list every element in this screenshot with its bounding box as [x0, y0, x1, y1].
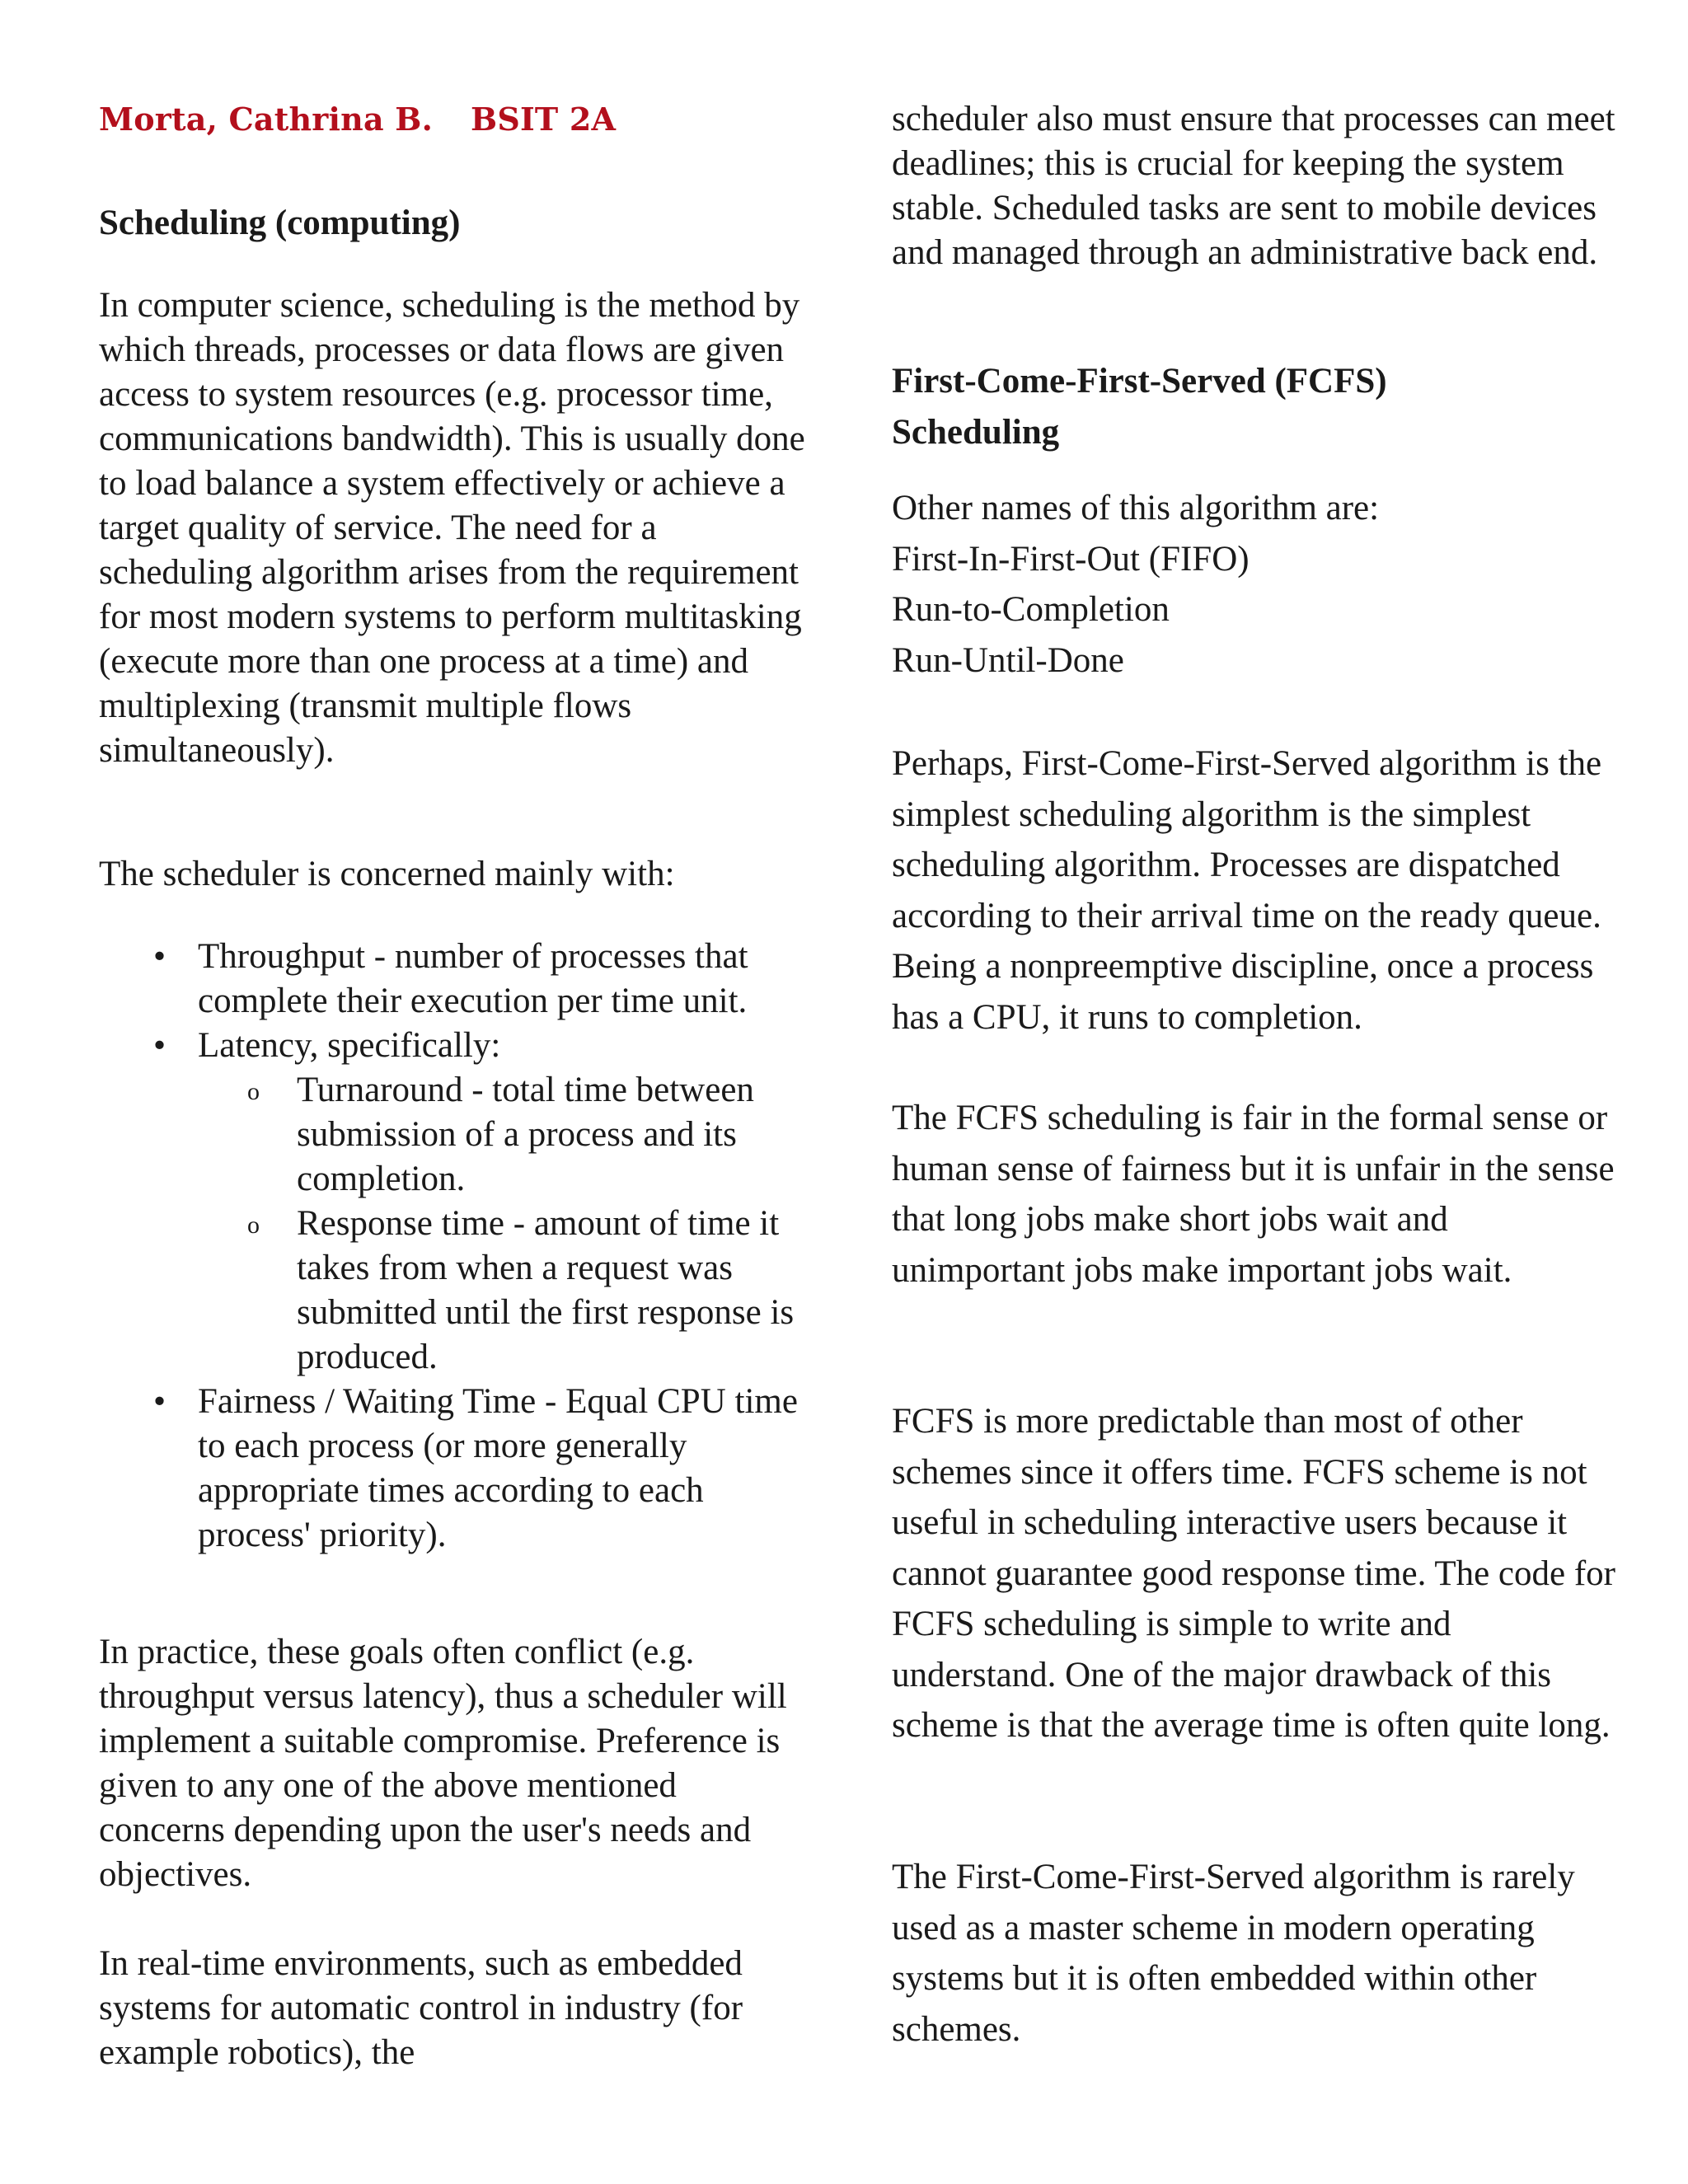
fcfs-paragraph-3: FCFS is more predictable than most of other schemes since it offers time. FCFS scheme is not useful in scheduling interactive users because it cannot guarantee good response time. The code for FCFS scheduling is simple to write and understand. One of the major drawback of this scheme is that the average time is often quite long.: [892, 1402, 1615, 1745]
bullet-text-throughput: Throughput - number of processes that complete their execution per time unit.: [198, 937, 748, 1020]
alt-name-fifo: First-In-First-Out (FIFO): [892, 539, 1250, 579]
list-item: [198, 1068, 808, 1202]
realtime-paragraph-end: scheduler also must ensure that processes can meet deadlines; this is crucial for keeping the system stable. Scheduled tasks are sent to mobile devices and managed through an administrative back end.: [892, 100, 1615, 272]
sub-bullet-turnaround: Turnaround - total time between submission of a process and its completion.: [297, 1071, 754, 1198]
list-item: [198, 1202, 808, 1380]
fcfs-heading: [892, 356, 1617, 458]
list-item: [99, 1380, 808, 1558]
bullet-icon: •: [153, 1026, 166, 1065]
fcfs-paragraph-4: The First-Come-First-Served algorithm is rarely used as a master scheme in modern operating systems but it is often embedded within other schemes.: [892, 1858, 1575, 2049]
concerns-list: [99, 935, 808, 1558]
list-item: [99, 935, 808, 1024]
alt-names-intro: Other names of this algorithm are:: [892, 489, 1380, 527]
bullet-icon: •: [153, 937, 166, 976]
page-title: Scheduling (computing): [99, 204, 461, 242]
alt-name-run-to-completion: Run-to-Completion: [892, 590, 1170, 629]
fcfs-paragraph-1: Perhaps, First-Come-First-Served algorithm is the simplest scheduling algorithm is the simplest scheduling algorithm. Processes are dispatched according to their arrival time on the ready queue. Being a nonpreemptive discipline, once a process has a CPU, it runs to completion.: [892, 744, 1602, 1037]
sub-bullet-response-time: Response time - amount of time it takes from when a request was submitted until the first response is produced.: [297, 1204, 795, 1376]
bullet-text-fairness: Fairness / Waiting Time - Equal CPU time to each process (or more generally appropriate times according to each process' priority).: [198, 1382, 798, 1554]
bullet-icon: •: [153, 1382, 166, 1421]
fcfs-heading-line2: Scheduling: [892, 413, 1060, 452]
list-item: [99, 1024, 808, 1380]
fcfs-heading-line1: First-Come-First-Served (FCFS): [892, 362, 1387, 401]
bullet-text-latency: Latency, specifically:: [198, 1026, 501, 1065]
fcfs-paragraph-2: The FCFS scheduling is fair in the formal sense or human sense of fairness but it is unfair in the sense that long jobs make short jobs wait and unimportant jobs make important jobs wait.: [892, 1099, 1615, 1290]
author-section: BSIT 2A: [471, 101, 617, 138]
realtime-paragraph-start: In real-time environments, such as embedded systems for automatic control in industry (for example robotics), the: [99, 1944, 743, 2072]
intro-paragraph: In computer science, scheduling is the method by which threads, processes or data flows are given access to system resources (e.g. processor time, communications bandwidth). This is usually done to load balance a system effectively or achieve a target quality of service. The need for a scheduling algorithm arises from the requirement for most modern systems to perform multitasking (execute more than one process at a time) and multiplexing (transmit multiple flows simultaneously).: [99, 286, 805, 770]
latency-sublist: [198, 1068, 808, 1380]
circle-bullet-icon: o: [247, 1078, 260, 1105]
concerns-intro: The scheduler is concerned mainly with:: [99, 855, 675, 893]
practice-paragraph: In practice, these goals often conflict (e.g. throughput versus latency), thus a scheduler will implement a suitable compromise. Preference is given to any one of the above mentioned concerns depending upon the user's needs and objectives.: [99, 1633, 787, 1894]
author-name: Morta, Cathrina B.: [99, 101, 433, 138]
alt-name-run-until-done: Run-Until-Done: [892, 640, 1124, 680]
circle-bullet-icon: o: [247, 1212, 260, 1239]
alt-names-block: [892, 483, 1617, 686]
author-line: [99, 101, 616, 138]
